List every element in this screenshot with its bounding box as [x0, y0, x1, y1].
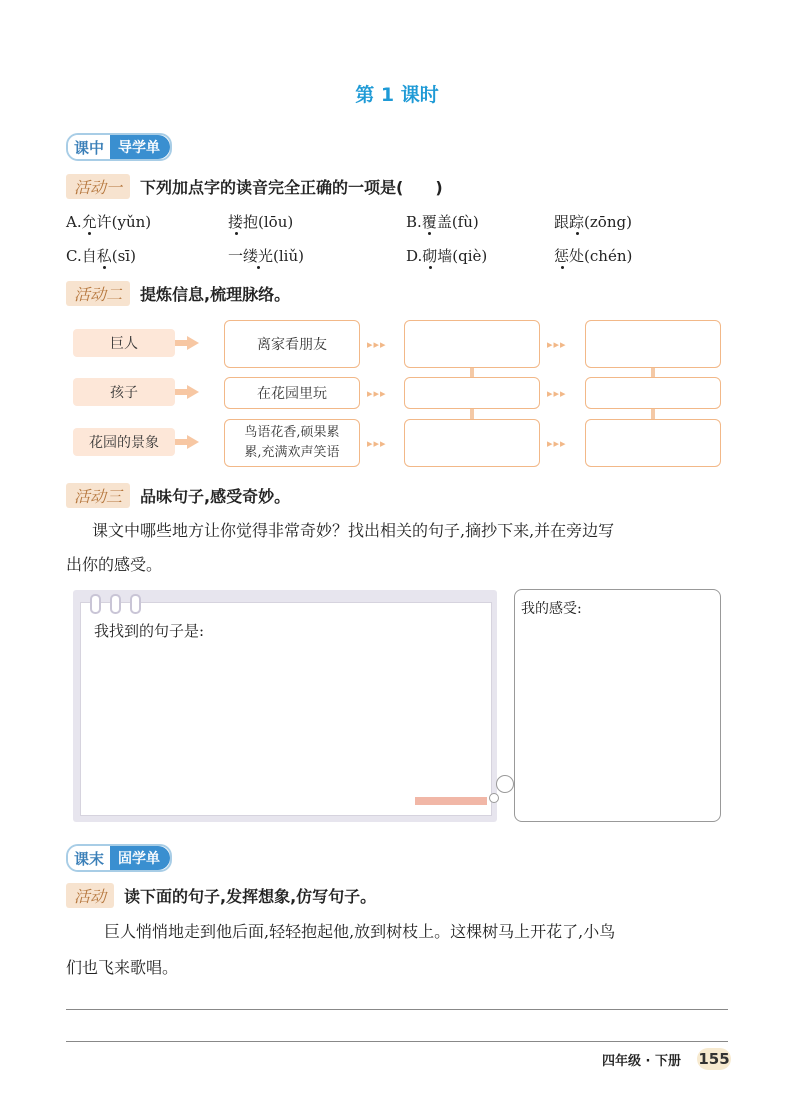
- flow-link: [470, 367, 474, 377]
- flow-box-line: 累,充满欢声笑语: [244, 445, 340, 460]
- activity-tag: 活动三: [66, 483, 130, 508]
- activity-four-header: [66, 882, 376, 908]
- page-number: 155: [698, 1050, 730, 1068]
- notebook-tab: [415, 797, 487, 805]
- flow-box-giant-1: 离家看朋友: [224, 320, 360, 368]
- instruction-line-2: 出你的感受。: [66, 555, 163, 574]
- flow-box-giant-3[interactable]: [585, 320, 721, 368]
- notebook-ring: [110, 594, 121, 614]
- flow-box-garden-1: [224, 419, 360, 467]
- row-pointer: [175, 385, 199, 399]
- activity-question: 提炼信息,梳理脉络。: [140, 284, 291, 304]
- flow-arrow: ▸▸▸: [367, 437, 387, 450]
- option-a-word1: A.允许(yǔn): [66, 213, 152, 231]
- flow-arrow: ▸▸▸: [367, 387, 387, 400]
- flow-arrow: ▸▸▸: [547, 338, 567, 351]
- flow-box-children-1: 在花园里玩: [224, 377, 360, 409]
- notebook-label: 我找到的句子是:: [94, 622, 205, 640]
- option-b-word2: 跟踪(zōng): [554, 213, 632, 231]
- option-c-word1: C.自私(sī): [66, 247, 136, 265]
- activity-three-header: [66, 482, 290, 508]
- badge-part-b: 导学单: [110, 135, 170, 159]
- flow-link: [651, 367, 655, 377]
- option-d-word1: D.砌墙(qiè): [406, 247, 488, 265]
- notebook-ring: [90, 594, 101, 614]
- flow-arrow: ▸▸▸: [547, 387, 567, 400]
- example-sentence-line-1: 巨人悄悄地走到他后面,轻轻抱起他,放到树枝上。这棵树马上开花了,小鸟: [104, 922, 616, 941]
- activity-tag: 活动: [66, 883, 114, 908]
- row-pointer: [175, 435, 199, 449]
- flow-box-line: 鸟语花香,硕果累: [244, 425, 340, 440]
- instruction-line-1: 课文中哪些地方让你觉得非常奇妙？找出相关的句子,摘抄下来,并在旁边写: [92, 521, 615, 540]
- notebook-ring: [130, 594, 141, 614]
- badge-part-b: 固学单: [110, 846, 170, 870]
- section-badge-in-class: [66, 133, 172, 161]
- activity-tag: 活动一: [66, 174, 130, 199]
- grade-label: 四年级 · 下册: [602, 1054, 681, 1069]
- example-sentence-line-2: 们也飞来歌唱。: [66, 958, 179, 977]
- activity-question: 品味句子,感受奇妙。: [140, 486, 291, 506]
- option-c-word2: 一缕光(liǔ): [228, 247, 304, 265]
- flow-box-giant-2[interactable]: [404, 320, 540, 368]
- flow-row-label-garden: 花园的景象: [73, 428, 175, 456]
- option-d-word2: 惩处(chén): [554, 247, 633, 265]
- badge-part-a: 课末: [68, 846, 110, 870]
- footer-rule: [66, 1041, 728, 1042]
- flow-box-children-3[interactable]: [585, 377, 721, 409]
- flow-box-children-2[interactable]: [404, 377, 540, 409]
- activity-question: 读下面的句子,发挥想象,仿写句子。: [124, 886, 377, 906]
- thought-bubble: [489, 793, 499, 803]
- option-b-word1: B.覆盖(fù): [406, 213, 479, 231]
- row-pointer: [175, 336, 199, 350]
- answer-line[interactable]: [66, 1009, 728, 1010]
- flow-box-garden-2[interactable]: [404, 419, 540, 467]
- flow-arrow: ▸▸▸: [367, 338, 387, 351]
- flow-box-garden-3[interactable]: [585, 419, 721, 467]
- lesson-title: 第 1 课时: [355, 84, 439, 106]
- section-badge-after-class: [66, 844, 172, 872]
- option-a-word2: 搂抱(lōu): [228, 213, 294, 231]
- activity-question: 下列加点字的读音完全正确的一项是( ): [140, 177, 443, 197]
- flow-row-label-children: 孩子: [73, 378, 175, 406]
- badge-part-a: 课中: [68, 135, 110, 159]
- feeling-label: 我的感受:: [521, 601, 582, 617]
- flow-link: [651, 409, 655, 419]
- flow-link: [470, 409, 474, 419]
- feeling-writing-area[interactable]: [514, 589, 721, 822]
- flow-arrow: ▸▸▸: [547, 437, 567, 450]
- flow-row-label-giant: 巨人: [73, 329, 175, 357]
- activity-one-header: [66, 173, 443, 199]
- activity-two-header: [66, 280, 290, 306]
- thought-bubble: [496, 775, 514, 793]
- activity-tag: 活动二: [66, 281, 130, 306]
